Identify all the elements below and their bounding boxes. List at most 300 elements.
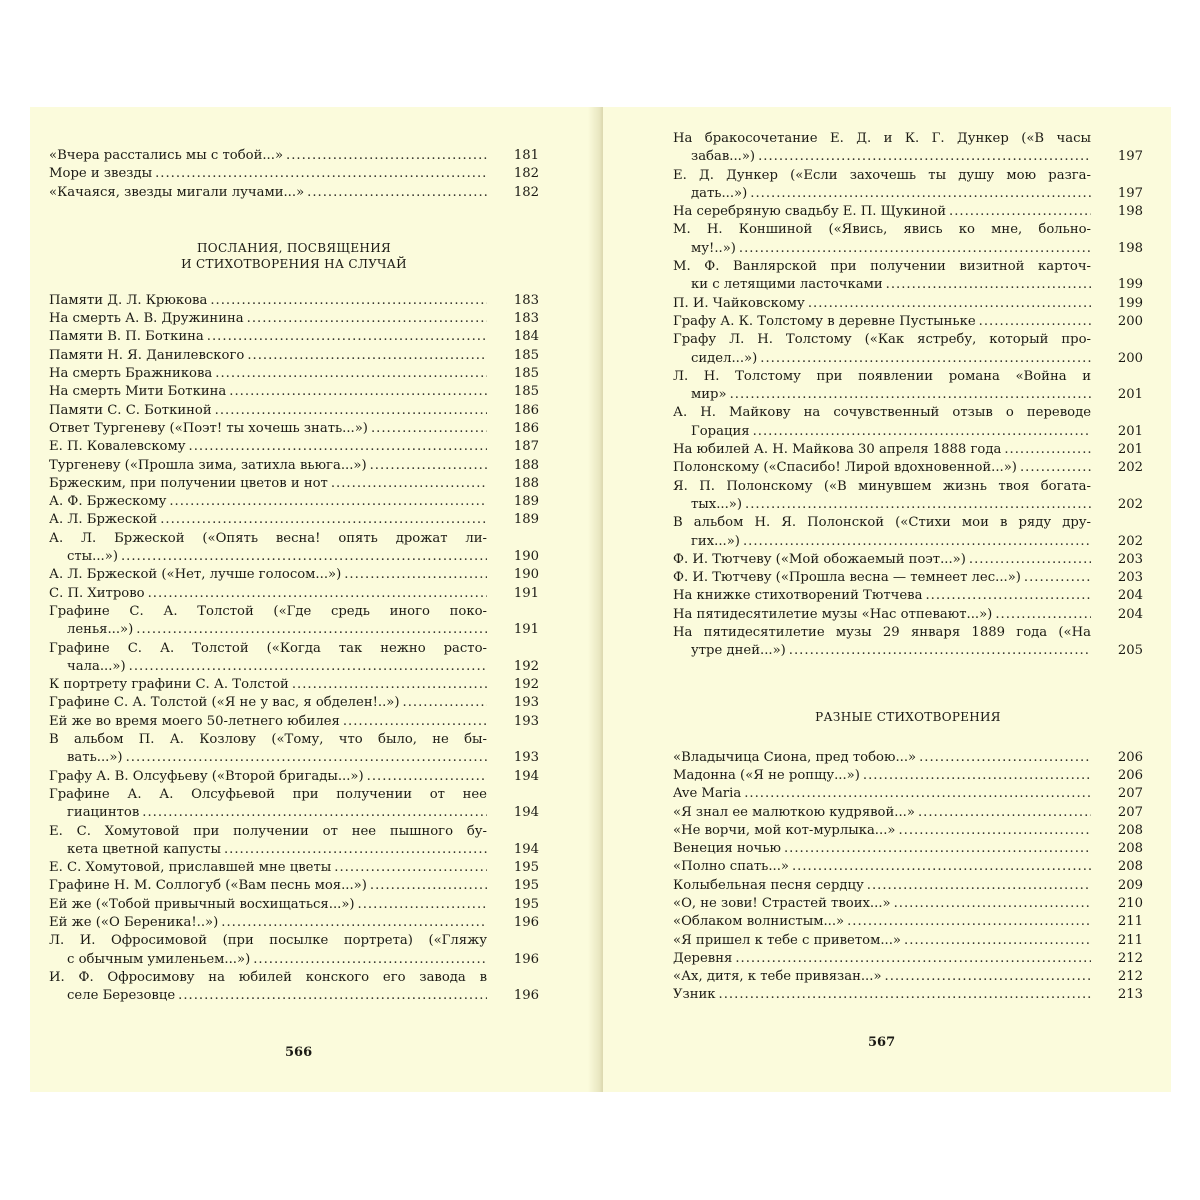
dot-leader: [129, 658, 487, 676]
toc-entry-page: 193: [513, 750, 539, 766]
toc-entry-page: 200: [1117, 313, 1143, 329]
dot-leader: [142, 804, 487, 822]
toc-entry-title: А. Л. Бржеской: [49, 512, 158, 528]
toc-entry-title: К портрету графини С. А. Толстой: [49, 677, 289, 693]
dot-leader: [792, 858, 1091, 876]
toc-entry: [49, 914, 539, 932]
toc-entry-title: На смерть Мити Боткина: [49, 384, 227, 400]
toc-entry: [673, 932, 1143, 950]
toc-entry-title: с обычным умиленьем...»): [67, 951, 251, 967]
toc-entry-title: Венеция ночью: [673, 841, 781, 857]
toc-entry-page: 208: [1117, 841, 1143, 857]
toc-entry-page: 185: [513, 384, 539, 400]
toc-entry-title: гих...»): [691, 533, 740, 549]
toc-entry: [673, 478, 1143, 515]
page-number: 566: [285, 1045, 313, 1060]
toc-entry-page: 195: [513, 878, 539, 894]
dot-leader: [784, 840, 1091, 858]
toc-entry: [49, 365, 539, 383]
dot-leader: [148, 585, 487, 603]
toc-entry-title: вать...»): [67, 750, 123, 766]
dot-leader: [121, 548, 487, 566]
toc-entry-page: 198: [1117, 240, 1143, 256]
toc-entry-title: «Вчера расстались мы с тобой...»: [49, 148, 284, 163]
toc-entry: [673, 551, 1143, 569]
toc-entry-page: 181: [513, 148, 539, 163]
dot-leader: [1024, 569, 1091, 587]
toc-entry: [49, 402, 539, 420]
toc-entry-page: 206: [1117, 767, 1143, 783]
toc-entry-page: 183: [513, 311, 539, 327]
toc-entry-title: му!..»): [691, 240, 736, 256]
toc-entry-title: А. Н. Майкову на сочувственный отзыв о переводе: [673, 405, 1091, 421]
toc-entry-title: Памяти Н. Я. Данилевского: [49, 347, 245, 363]
dot-leader: [1020, 459, 1091, 477]
toc-entry-page: 208: [1117, 859, 1143, 875]
toc-entry-title: Ей же во время моего 50-летнего юбилея: [49, 713, 340, 729]
dot-leader: [949, 203, 1091, 221]
toc-entry-page: 209: [1117, 877, 1143, 893]
toc-entry-title: мир»: [691, 387, 727, 403]
toc-group-main: [673, 749, 1143, 1005]
toc-entry-page: 193: [513, 695, 539, 711]
toc-entry-page: 197: [1117, 185, 1143, 201]
toc-entry-title: Колыбельная песня сердцу: [673, 877, 864, 893]
dot-leader: [169, 493, 487, 511]
toc-entry-page: 208: [1117, 822, 1143, 838]
toc-entry: [49, 511, 539, 529]
toc-entry-page: 201: [1117, 387, 1143, 403]
toc-entry-title: сидел...»): [691, 350, 758, 366]
toc-entry: [49, 585, 539, 603]
toc-entry: [673, 606, 1143, 624]
toc-entry-title: С. П. Хитрово: [49, 585, 145, 601]
toc-entry: [673, 404, 1143, 441]
dot-leader: [224, 841, 487, 859]
toc-entry-page: 183: [513, 292, 539, 308]
toc-entry-page: 184: [513, 329, 539, 345]
toc-entry: [673, 767, 1143, 785]
toc-entry: [673, 331, 1143, 368]
toc-entry: [49, 932, 539, 969]
dot-leader: [758, 148, 1091, 166]
toc-entry-title: А. Л. Бржеской («Опять весна! опять дрожат ли-: [49, 530, 487, 546]
toc-entry-title: утре дней...»): [691, 643, 786, 659]
toc-entry-page: 196: [513, 951, 539, 967]
toc-entry-page: 197: [1117, 149, 1143, 165]
dot-leader: [371, 420, 487, 438]
toc-entry-title: Графине С. А. Толстой («Я не у вас, я обделен!..»): [49, 695, 400, 711]
dot-leader: [370, 457, 487, 475]
dot-leader: [221, 914, 487, 932]
toc-entry: [673, 368, 1143, 405]
toc-entry: [673, 459, 1143, 477]
toc-entry-page: 202: [1117, 533, 1143, 549]
toc-entry-title: «Владычица Сиона, пред тобою...»: [673, 749, 917, 765]
toc-entry-page: 188: [513, 457, 539, 473]
toc-entry-title: На смерть Бражникова: [49, 366, 213, 382]
section-heading-line: ПОСЛАНИЯ, ПОСВЯЩЕНИЯ: [197, 240, 391, 255]
toc-entry-title: «О, не зови! Страстей твоих...»: [673, 895, 891, 911]
toc-entry-page: 204: [1117, 588, 1143, 604]
toc-entry-title: Графу Л. Н. Толстому («Как ястребу, который про-: [673, 332, 1091, 348]
toc-entry: [673, 441, 1143, 459]
toc-entry: [49, 328, 539, 346]
toc-entry: [673, 167, 1143, 204]
section-heading-line: РАЗНЫЕ СТИХОТВОРЕНИЯ: [815, 709, 1001, 724]
toc-entry-page: 205: [1117, 643, 1143, 659]
toc-entry-title: М. Ф. Ванлярской при получении визитной карточ-: [673, 259, 1091, 275]
dot-leader: [189, 438, 487, 456]
toc-entry-title: В альбом Н. Я. Полонской («Стихи мои в ряду дру-: [673, 515, 1091, 531]
toc-entry-title: «Ах, дитя, к тебе привязан...»: [673, 969, 882, 985]
dot-leader: [743, 533, 1091, 551]
toc-entry-title: Графу А. К. Толстому в деревне Пустыньке: [673, 313, 976, 329]
dot-leader: [753, 423, 1091, 441]
toc-entry-title: Тургеневу («Прошла зима, затихла вьюга...»): [49, 457, 367, 473]
dot-leader: [344, 566, 487, 584]
toc-entry: [49, 768, 539, 786]
toc-entry-page: 188: [513, 475, 539, 491]
toc-entry-title: тых...»): [691, 496, 743, 512]
dot-leader: [358, 896, 487, 914]
toc-column-left: [49, 147, 539, 1005]
toc-entry-title: На серебряную свадьбу Е. П. Щукиной: [673, 204, 947, 220]
toc-entry: [673, 587, 1143, 605]
toc-entry: [49, 566, 539, 584]
toc-entry: [49, 694, 539, 712]
dot-leader: [247, 347, 487, 365]
toc-entry: [49, 184, 539, 202]
toc-entry: [673, 822, 1143, 840]
toc-entry-title: Я. П. Полонскому («В минувшем жизнь твоя богата-: [673, 478, 1091, 494]
toc-entry: [673, 950, 1143, 968]
toc-entry: [673, 624, 1143, 661]
toc-entry-title: «Не ворчи, мой кот-мурлыка...»: [673, 822, 896, 838]
toc-entry: [673, 514, 1143, 551]
toc-entry: [49, 823, 539, 860]
dot-leader: [918, 804, 1091, 822]
toc-entry-title: Море и звезды: [49, 166, 153, 182]
toc-entry-title: «Я знал ее малюткою кудрявой...»: [673, 804, 915, 820]
toc-entry-page: 201: [1117, 423, 1143, 439]
dot-leader: [126, 749, 487, 767]
toc-entry-page: 198: [1117, 204, 1143, 220]
toc-entry-page: 199: [1117, 295, 1143, 311]
toc-entry: [49, 640, 539, 677]
toc-entry: [49, 896, 539, 914]
toc-entry: [49, 969, 539, 1006]
toc-entry: [673, 913, 1143, 931]
toc-entry: [673, 203, 1143, 221]
dot-leader: [969, 551, 1091, 569]
left-page: [30, 107, 598, 1092]
toc-entry-title: «Облаком волнистым...»: [673, 914, 845, 930]
toc-entry: [673, 986, 1143, 1004]
toc-entry-title: Е. Д. Дункер («Если захочешь ты душу мою разга-: [673, 167, 1091, 183]
dot-leader: [367, 768, 487, 786]
toc-entry: [673, 840, 1143, 858]
toc-entry-title: сты...»): [67, 549, 118, 565]
toc-entry: [673, 804, 1143, 822]
toc-entry: [673, 313, 1143, 331]
dot-leader: [898, 822, 1091, 840]
toc-entry-page: 186: [513, 420, 539, 436]
dot-leader: [307, 184, 487, 202]
toc-entry-title: Памяти Д. Л. Крюкова: [49, 292, 208, 308]
dot-leader: [867, 877, 1091, 895]
toc-entry-page: 213: [1117, 987, 1143, 1003]
section-heading: [49, 240, 539, 272]
toc-entry: [49, 493, 539, 511]
toc-entry: [49, 420, 539, 438]
toc-entry-title: гиацинтов: [67, 805, 140, 821]
toc-entry-title: Л. И. Офросимовой (при посылке портрета) («Гляжу: [49, 933, 487, 949]
toc-entry-title: П. И. Чайковскому: [673, 295, 805, 311]
toc-entry-title: Е. П. Ковалевскому: [49, 439, 186, 455]
dot-leader: [730, 386, 1091, 404]
toc-entry-title: В альбом П. А. Козлову («Тому, что было, не бы-: [49, 732, 487, 748]
toc-entry-title: Графу А. В. Олсуфьеву («Второй бригады...»): [49, 768, 364, 784]
toc-entry-title: Ф. И. Тютчеву («Мой обожаемый поэт...»): [673, 551, 966, 567]
dot-leader: [919, 749, 1091, 767]
toc-entry-title: На юбилей А. Н. Майкова 30 апреля 1888 года: [673, 442, 1002, 458]
toc-entry-page: 199: [1117, 277, 1143, 293]
dot-leader: [744, 785, 1091, 803]
toc-entry: [49, 475, 539, 493]
toc-entry: [49, 713, 539, 731]
toc-entry-page: 206: [1117, 749, 1143, 765]
right-page: [603, 107, 1171, 1092]
toc-entry-title: Графине А. А. Олсуфьевой при получении от нее: [49, 786, 487, 802]
toc-entry-title: Деревня: [673, 950, 733, 966]
dot-leader: [745, 496, 1091, 514]
toc-entry-page: 189: [513, 512, 539, 528]
toc-entry-title: Полонскому («Спасибо! Лирой вдохновенной...»): [673, 460, 1017, 476]
toc-entry-page: 203: [1117, 570, 1143, 586]
toc-entry-page: 201: [1117, 442, 1143, 458]
section-heading-line: И СТИХОТВОРЕНИЯ НА СЛУЧАЙ: [181, 256, 407, 271]
toc-entry-page: 191: [513, 585, 539, 601]
toc-entry-title: Бржеским, при получении цветов и нот: [49, 475, 328, 491]
dot-leader: [178, 987, 487, 1005]
toc-entry-page: 203: [1117, 551, 1143, 567]
dot-leader: [207, 328, 487, 346]
dot-leader: [136, 621, 487, 639]
toc-entry-title: А. Л. Бржеской («Нет, лучше голосом...»): [49, 567, 342, 583]
dot-leader: [286, 147, 487, 165]
dot-leader: [904, 932, 1091, 950]
toc-entry-title: чала...»): [67, 658, 126, 674]
toc-entry-page: 211: [1117, 914, 1143, 930]
toc-entry-page: 189: [513, 494, 539, 510]
toc-entry-title: Ave Maria: [673, 786, 742, 802]
dot-leader: [210, 292, 487, 310]
toc-entry-page: 200: [1117, 350, 1143, 366]
toc-entry: [673, 877, 1143, 895]
toc-entry: [673, 258, 1143, 295]
dot-leader: [885, 968, 1091, 986]
dot-leader: [155, 165, 487, 183]
toc-entry-title: Горация: [691, 423, 750, 439]
toc-entry: [49, 457, 539, 475]
toc-entry-page: 193: [513, 713, 539, 729]
toc-group-main: [49, 292, 539, 1006]
toc-group-top: [673, 130, 1143, 661]
toc-entry: [49, 438, 539, 456]
dot-leader: [750, 185, 1091, 203]
dot-leader: [229, 383, 487, 401]
dot-leader: [403, 694, 487, 712]
dot-leader: [760, 350, 1091, 368]
toc-entry-title: Е. С. Хомутовой при получении от нее пышного бу-: [49, 823, 487, 839]
toc-entry: [49, 292, 539, 310]
dot-leader: [215, 365, 487, 383]
toc-entry-page: 202: [1117, 460, 1143, 476]
dot-leader: [253, 951, 487, 969]
dot-leader: [925, 587, 1091, 605]
toc-entry: [673, 295, 1143, 313]
toc-entry-title: «Полно спать...»: [673, 859, 789, 875]
toc-entry-page: 182: [513, 166, 539, 182]
toc-entry-page: 182: [513, 184, 539, 200]
toc-entry-title: Графине С. А. Толстой («Когда так нежно расто-: [49, 640, 487, 656]
toc-entry-title: На пятидесятилетие музы 29 января 1889 года («На: [673, 625, 1091, 641]
toc-entry-title: «Качаяся, звезды мигали лучами...»: [49, 184, 305, 200]
toc-entry: [673, 749, 1143, 767]
toc-entry: [49, 786, 539, 823]
toc-entry-page: 211: [1117, 932, 1143, 948]
toc-entry: [49, 310, 539, 328]
toc-entry-page: 192: [513, 677, 539, 693]
toc-entry-title: Ей же («О Береника!..»): [49, 914, 219, 930]
toc-column-right: [673, 130, 1143, 1005]
toc-entry-page: 187: [513, 439, 539, 455]
toc-entry-title: Е. С. Хомутовой, приславшей мне цветы: [49, 860, 332, 876]
toc-entry-page: 204: [1117, 606, 1143, 622]
toc-entry-title: Л. Н. Толстому при появлении романа «Война и: [673, 368, 1091, 384]
toc-entry-page: 190: [513, 567, 539, 583]
dot-leader: [215, 402, 487, 420]
toc-entry: [49, 530, 539, 567]
dot-leader: [863, 767, 1091, 785]
toc-entry-title: И. Ф. Офросимову на юбилей конского его завода в: [49, 969, 487, 985]
dot-leader: [886, 276, 1091, 294]
toc-entry-title: Ф. И. Тютчеву («Прошла весна — темнеет лес...»): [673, 570, 1021, 586]
toc-entry-title: ленья...»): [67, 622, 134, 638]
toc-entry-title: М. Н. Коншиной («Явись, явись ко мне, больно-: [673, 222, 1091, 238]
dot-leader: [1004, 441, 1091, 459]
toc-entry: [49, 165, 539, 183]
page-number: 567: [868, 1035, 896, 1050]
toc-entry: [673, 895, 1143, 913]
toc-entry-title: дать...»): [691, 185, 748, 201]
toc-entry: [49, 147, 539, 165]
toc-entry: [673, 569, 1143, 587]
dot-leader: [894, 895, 1091, 913]
toc-entry: [49, 347, 539, 365]
dot-leader: [292, 676, 487, 694]
toc-entry-title: На пятидесятилетие музы «Нас отпевают...»): [673, 606, 993, 622]
dot-leader: [719, 986, 1091, 1004]
toc-entry-page: 194: [513, 805, 539, 821]
toc-entry: [49, 859, 539, 877]
toc-entry-title: ки с летящими ласточками: [691, 277, 883, 293]
toc-entry-page: 192: [513, 658, 539, 674]
toc-entry-page: 212: [1117, 969, 1143, 985]
dot-leader: [334, 859, 487, 877]
toc-entry-title: кета цветной капусты: [67, 841, 221, 857]
toc-entry-page: 190: [513, 549, 539, 565]
toc-entry-title: селе Березовце: [67, 988, 176, 1004]
dot-leader: [847, 913, 1091, 931]
toc-entry-page: 195: [513, 896, 539, 912]
toc-entry-title: Мадонна («Я не ропщу...»): [673, 767, 860, 783]
toc-entry-title: На бракосочетание Е. Д. и К. Г. Дункер («В часы: [673, 131, 1091, 146]
toc-entry-page: 191: [513, 622, 539, 638]
toc-entry: [49, 731, 539, 768]
toc-entry: [49, 603, 539, 640]
toc-entry-page: 207: [1117, 786, 1143, 802]
toc-entry-page: 186: [513, 402, 539, 418]
toc-entry-title: Памяти С. С. Боткиной: [49, 402, 212, 418]
dot-leader: [789, 642, 1091, 660]
toc-entry-page: 194: [513, 768, 539, 784]
toc-entry-title: На смерть А. В. Дружинина: [49, 311, 244, 327]
toc-entry-title: А. Ф. Бржескому: [49, 494, 167, 510]
toc-group-top: [49, 147, 539, 202]
dot-leader: [995, 606, 1091, 624]
toc-entry-page: 195: [513, 860, 539, 876]
toc-entry-title: Памяти В. П. Боткина: [49, 329, 204, 345]
toc-entry-title: На книжке стихотворений Тютчева: [673, 588, 923, 604]
toc-entry-page: 212: [1117, 950, 1143, 966]
toc-entry: [673, 858, 1143, 876]
dot-leader: [735, 950, 1091, 968]
dot-leader: [370, 877, 487, 895]
toc-entry-title: Ответ Тургеневу («Поэт! ты хочешь знать...»): [49, 420, 368, 436]
dot-leader: [979, 313, 1091, 331]
toc-entry-title: Графине Н. М. Соллогуб («Вам песнь моя...»): [49, 878, 367, 894]
toc-entry: [673, 785, 1143, 803]
toc-entry-title: Графине С. А. Толстой («Где средь иного поко-: [49, 603, 487, 619]
dot-leader: [331, 475, 487, 493]
toc-entry-page: 196: [513, 988, 539, 1004]
toc-entry-title: Ей же («Тобой привычный восхищаться...»): [49, 896, 355, 912]
toc-entry-page: 194: [513, 841, 539, 857]
dot-leader: [247, 310, 487, 328]
toc-entry-page: 207: [1117, 804, 1143, 820]
dot-leader: [808, 295, 1091, 313]
dot-leader: [160, 511, 487, 529]
toc-entry-page: 210: [1117, 895, 1143, 911]
dot-leader: [343, 713, 487, 731]
toc-entry: [49, 877, 539, 895]
toc-entry: [673, 968, 1143, 986]
toc-entry-page: 185: [513, 347, 539, 363]
toc-entry-title: «Я пришел к тебе с приветом...»: [673, 932, 901, 948]
section-heading: [673, 709, 1143, 725]
toc-entry-title: забав...»): [691, 149, 756, 165]
toc-entry-page: 196: [513, 914, 539, 930]
toc-entry: [49, 383, 539, 401]
toc-entry: [49, 676, 539, 694]
toc-entry-page: 202: [1117, 496, 1143, 512]
toc-entry: [673, 221, 1143, 258]
toc-entry-title: Узник: [673, 987, 716, 1003]
dot-leader: [739, 240, 1091, 258]
toc-entry: [673, 130, 1143, 167]
